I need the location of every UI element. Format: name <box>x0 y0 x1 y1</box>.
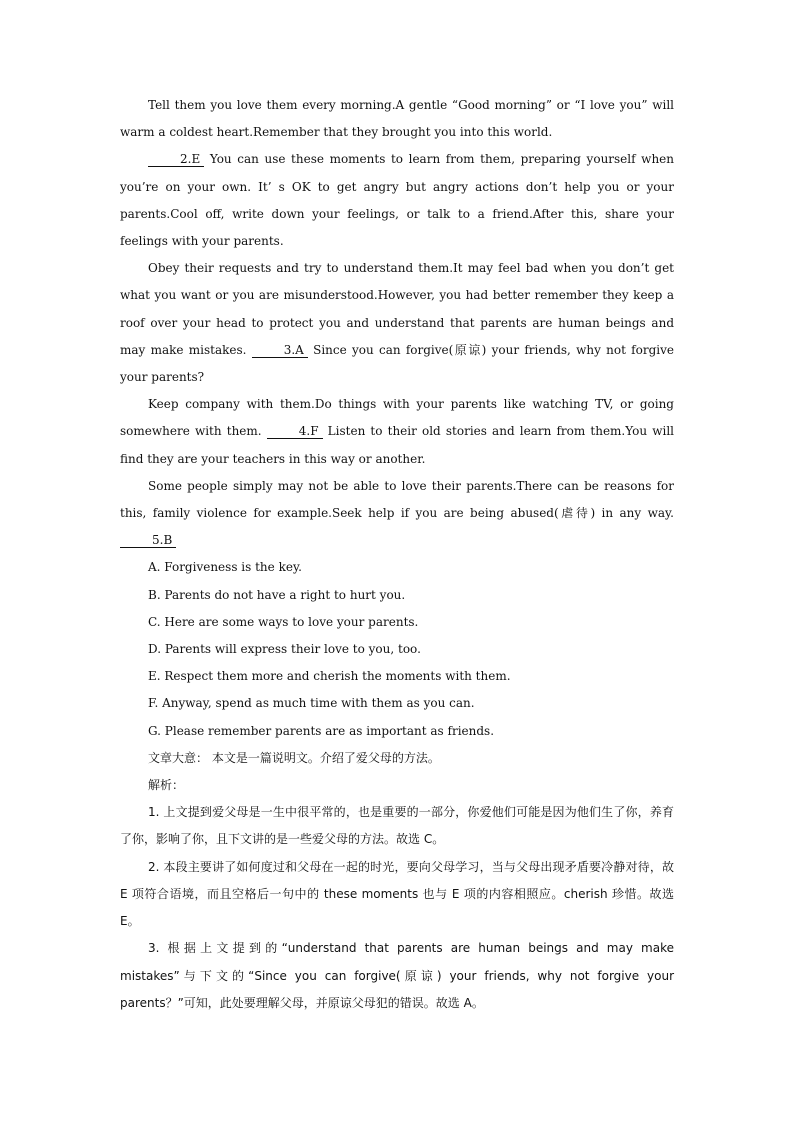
article-summary: 文章大意： 本文是一篇说明文。介绍了爱父母的方法。 <box>148 750 440 765</box>
paragraph-4-text-b: Listen to their old stories and learn from them.You will find they are your teachers in this way or another. <box>120 424 674 466</box>
answer-blank-3: 3.A <box>252 343 308 358</box>
paragraph-1 <box>120 92 674 146</box>
analysis-heading: 解析： <box>148 778 185 793</box>
option-a: A. Forgiveness is the key. <box>148 560 302 575</box>
paragraph-5 <box>120 473 674 555</box>
option-b: B. Parents do not have a right to hurt you. <box>148 587 406 602</box>
option-f: F. Anyway, spend as much time with them as you can. <box>148 696 475 711</box>
document-page <box>120 92 674 1017</box>
paragraph-1-text: Tell them you love them every morning.A gentle “Good morning” or “I love you” will warm a coldest heart.Remember that they brought you into this world. <box>120 98 674 140</box>
option-d: D. Parents will express their love to you, too. <box>148 642 421 657</box>
answer-blank-5: 5.B <box>120 533 176 548</box>
paragraph-2-text: You can use these moments to learn from them, preparing yourself when you’re on your own. It’ s OK to get angry but angry actions don’t help you or your parents.Cool off, write down your feelings, or talk to a friend.After this, share your feelings with your parents. <box>120 152 674 249</box>
option-e: E. Respect them more and cherish the moments with them. <box>148 669 511 684</box>
analysis-item-1: 1. 上文提到爱父母是一生中很平常的，也是重要的一部分，你爱他们可能是因为他们生了你，养育了你，影响了你，且下文讲的是一些爱父母的方法。故选 C。 <box>120 805 674 847</box>
paragraph-4-text-a: Keep company with them.Do things with your parents like watching TV, or going somewhere with them. <box>120 397 674 439</box>
analysis-item-3: 3. 根据上文提到的“understand that parents are human beings and may make mistakes”与下文的“Since you can forgive(原谅) your friends, why not forgive your parents？”可知，此处要理解父母，并原谅父母犯的错误。故选 A。 <box>120 941 674 1010</box>
answer-blank-2: 2.E <box>148 152 204 167</box>
option-c: C. Here are some ways to love your parents. <box>148 614 419 629</box>
options-list <box>120 554 674 744</box>
paragraph-4 <box>120 391 674 473</box>
paragraph-2 <box>120 146 674 255</box>
analysis-item-2: 2. 本段主要讲了如何度过和父母在一起的时光，要向父母学习，当与父母出现矛盾要冷静对待，故 E 项符合语境，而且空格后一句中的 these moments 也与 E 项的内容相照应。cherish 珍惜。故选 E。 <box>120 859 674 929</box>
option-g: G. Please remember parents are as important as friends. <box>148 723 495 738</box>
paragraph-3-text-b: Since you can forgive(原谅) your friends, why not forgive your parents? <box>120 342 674 385</box>
answer-blank-4: 4.F <box>267 424 323 439</box>
paragraph-3 <box>120 255 674 391</box>
paragraph-5-text: Some people simply may not be able to love their parents.There can be reasons for this, family violence for example.Seek help if you are being abused(虐待) in any way. <box>120 478 674 521</box>
paragraph-3-text-a: Obey their requests and try to understand them.It may feel bad when you don’t get what you want or you are misunderstood.However, you had better remember they keep a roof over your head to protect you and understand that parents are human beings and may make mistakes. <box>120 261 674 357</box>
